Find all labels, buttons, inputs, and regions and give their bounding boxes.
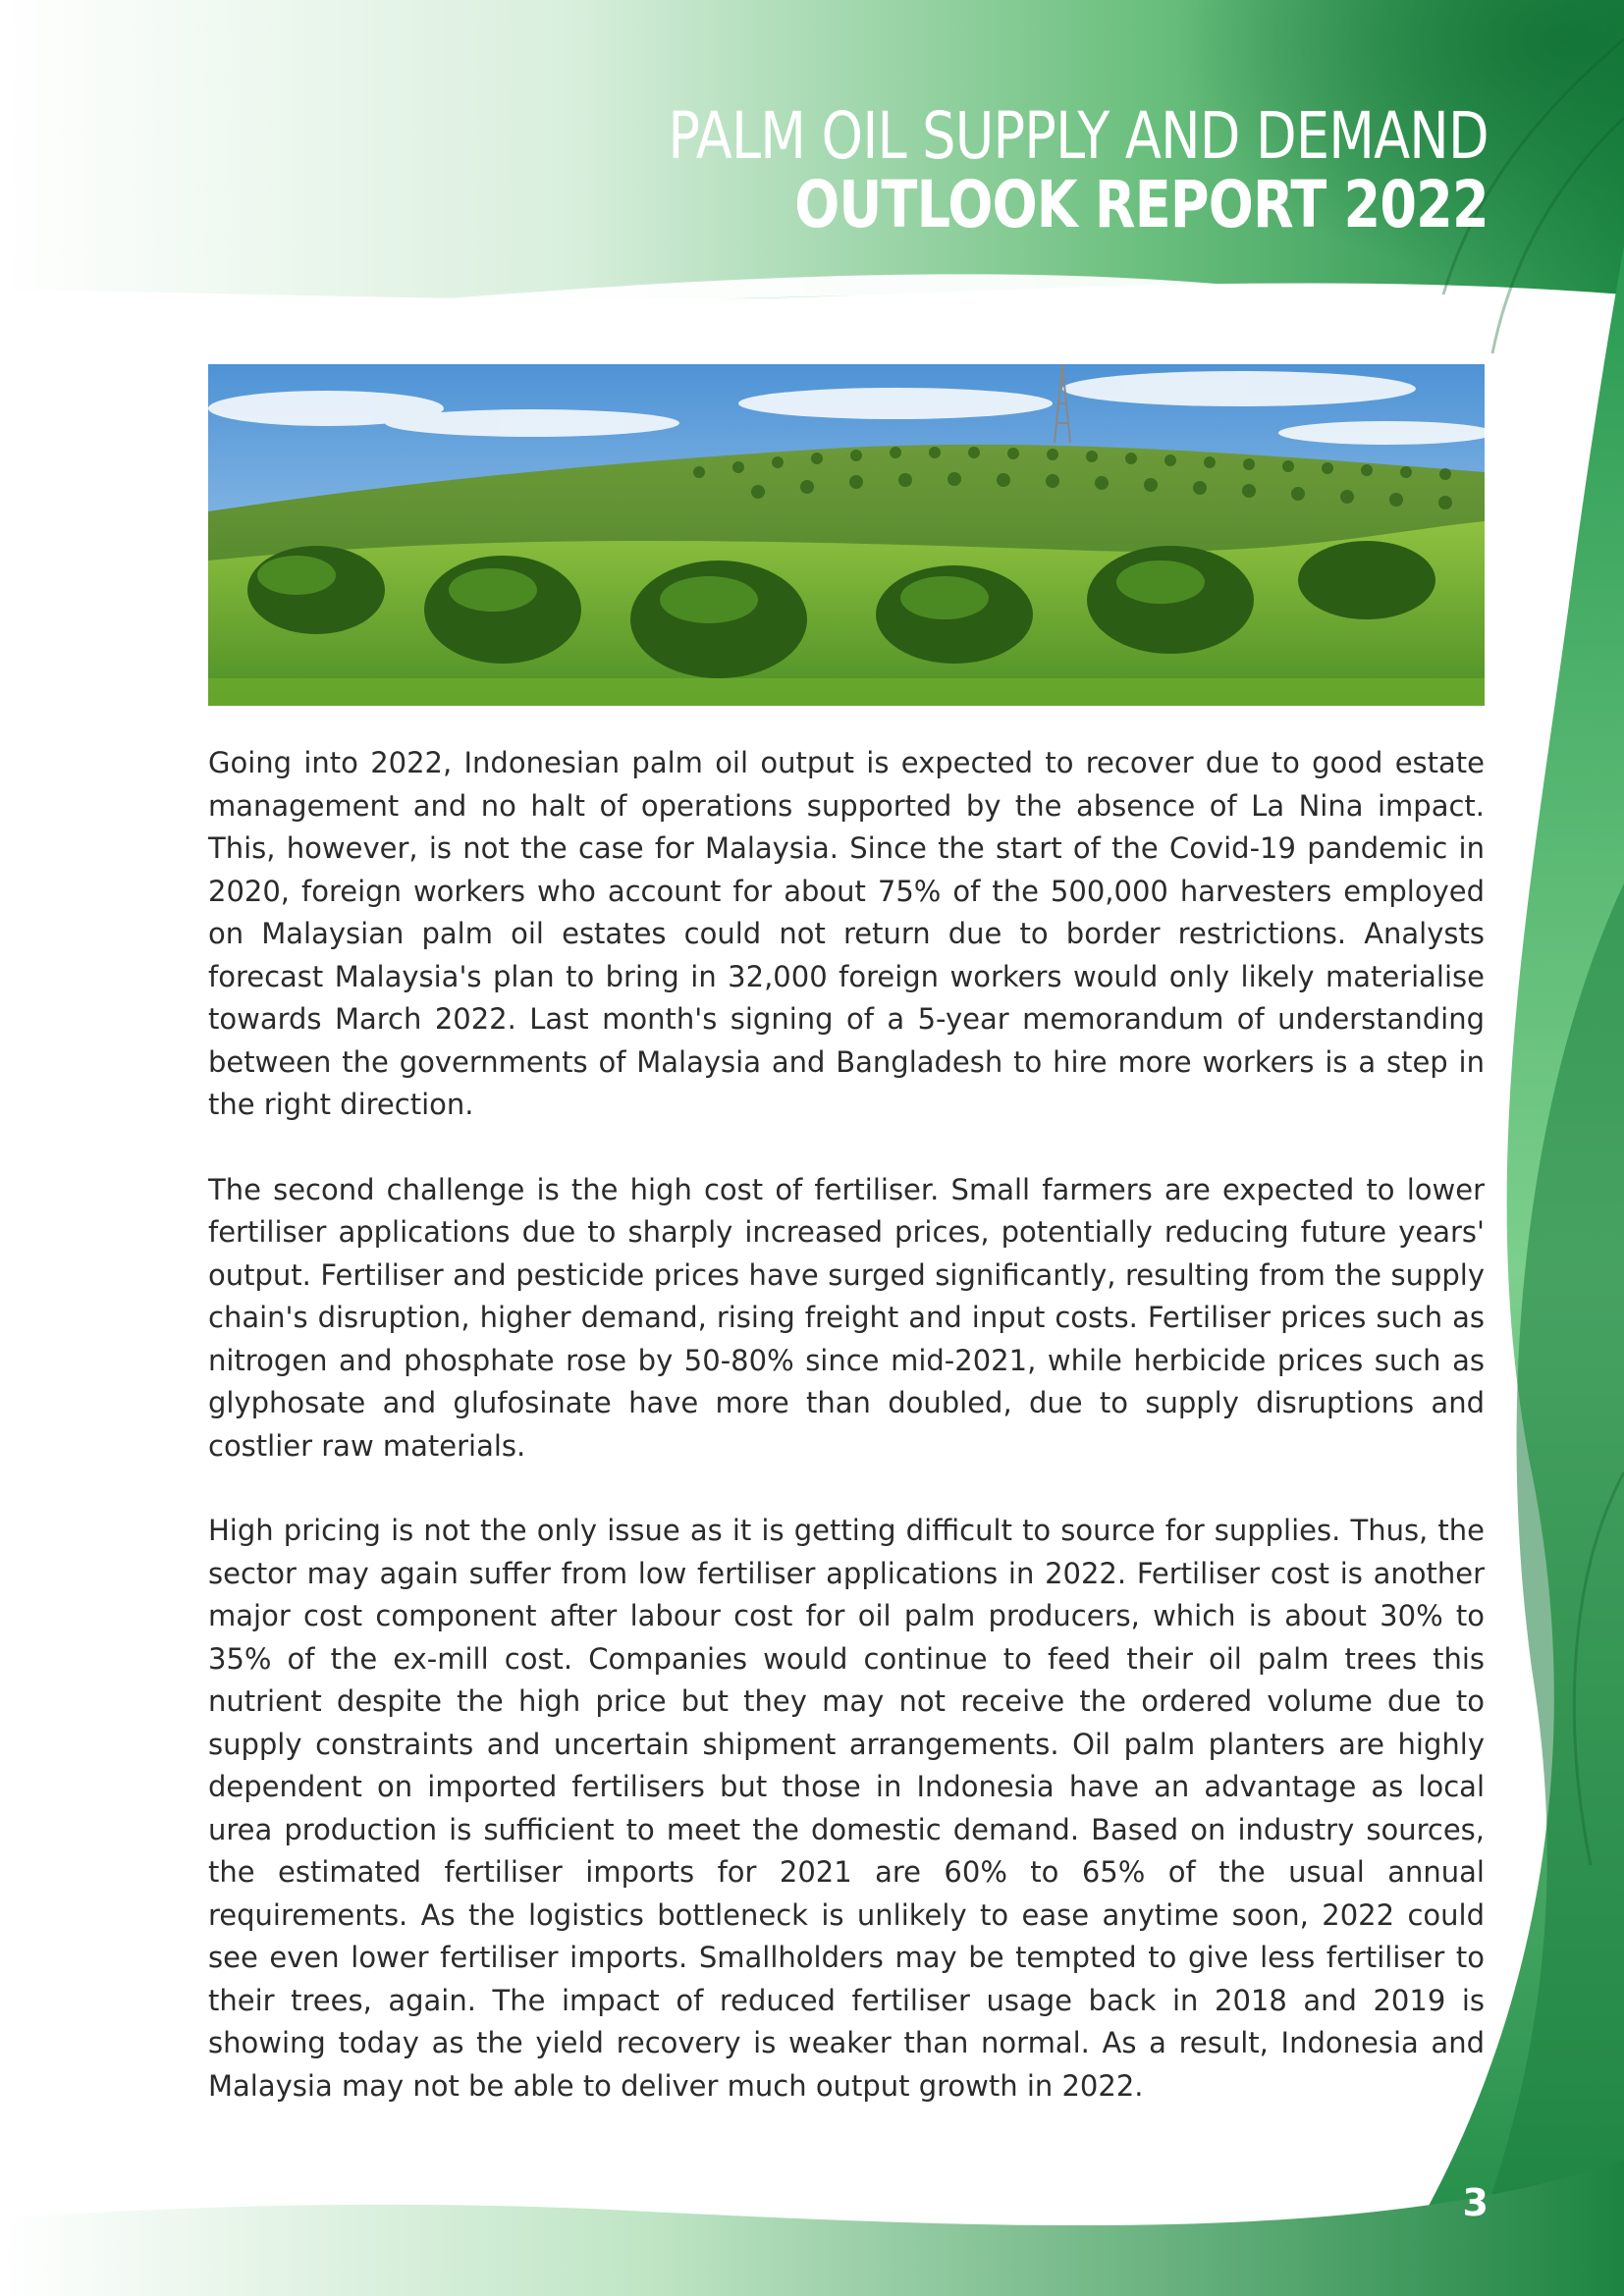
paragraph-1: Going into 2022, Indonesian palm oil output is expected to recover due to good estate management and no halt of operations supported by the absence of La Nina impact. This, however, is not the case for Malaysia. Since the start of the Covid-19 pandemic in 2020, foreign workers who account for about 75% of the 500,000 harvesters employed on Malaysian palm oil estates could not return due to border restrictions. Analysts forecast Malaysia's plan to bring in 32,000 foreign workers would only likely materialise towards March 2022. Last month's signing of a 5-year memorandum of understanding between the governments of Malaysia and Bangladesh to hire more workers is a step in the right direction. <box>208 746 1485 1121</box>
report-title-line2: OUTLOOK REPORT 2022 <box>794 167 1489 242</box>
article-body <box>208 742 1485 2150</box>
report-title <box>668 98 1489 242</box>
palm-plantation-photo <box>208 364 1485 706</box>
page-number: 3 <box>1462 2181 1489 2224</box>
report-title-line1: PALM OIL SUPPLY AND DEMAND <box>668 98 1489 174</box>
paragraph-2: The second challenge is the high cost of fertiliser. Small farmers are expected to lower fertiliser applications due to sharply increased prices, potentially reducing future years' output. Fertiliser and pesticide prices have surged significantly, resulting from the supply chain's disruption, higher demand, rising freight and input costs. Fertiliser prices such as nitrogen and phosphate rose by 50-80% since mid-2021, while herbicide prices such as glyphosate and glufosinate have more than doubled, due to supply disruptions and costlier raw materials. <box>208 1172 1485 1463</box>
paragraph-3: High pricing is not the only issue as it is getting difficult to source for supplies. Thus, the sector may again suffer from low fertiliser applications in 2022. Fertiliser cost is another major cost component after labour cost for oil palm producers, which is about 30% to 35% of the ex-mill cost. Companies would continue to feed their oil palm trees this nutrient despite the high price but they may not receive the ordered volume due to supply constraints and uncertain shipment arrangements. Oil palm planters are highly dependent on imported fertilisers but those in Indonesia have an advantage as local urea production is sufficient to meet the domestic demand. Based on industry sources, the estimated fertiliser imports for 2021 are 60% to 65% of the usual annual requirements. As the logistics bottleneck is unlikely to ease anytime soon, 2022 could see even lower fertiliser imports. Smallholders may be tempted to give less fertiliser to their trees, again. The impact of reduced fertiliser usage back in 2018 and 2019 is showing today as the yield recovery is weaker than normal. As a result, Indonesia and Malaysia may not be able to deliver much output growth in 2022. <box>208 1514 1485 2103</box>
